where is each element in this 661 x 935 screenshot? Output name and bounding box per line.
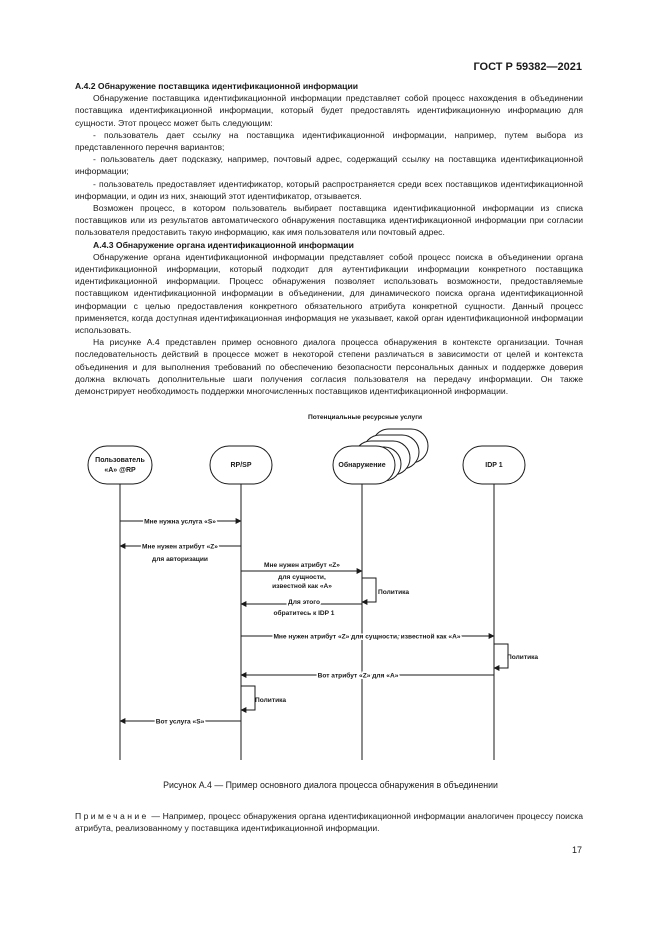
paragraph: Обнаружение органа идентификационной информации представляет собой процесс поиска в объединении органа идентификационной информации, который подходит для аутентификации информации конкретного поставщика идентификационной информации. Процесс обнаружения позволяет использовать возможности, предоставляемые поставщиком идентификационной информации в объединении, для динамического поиска органа идентификационной информации с целью предоставления конкретного обязательного атрибута конкретной сущности. Данный процесс применяется, когда доступная идентификационная информация не указывает, какой орган идентификационной информации использовать.: [75, 251, 583, 336]
section-heading-a42: А.4.2 Обнаружение поставщика идентификационной информации: [75, 81, 359, 91]
message-label: Вот услуга «S»: [155, 718, 205, 726]
note: [75, 810, 583, 835]
message-label: для сущности,: [278, 574, 326, 581]
policy-label: Политика: [378, 589, 410, 596]
message-label: Для этого: [288, 599, 320, 606]
message-label: известной как «А»: [272, 583, 332, 590]
policy-loop: [241, 686, 255, 710]
message-label: для авторизации: [152, 556, 208, 563]
actor-idp-label: IDP 1: [485, 462, 503, 469]
actor-user-label: «А» @RP: [104, 467, 136, 474]
figure-caption: Рисунок А.4 — Пример основного диалога процесса обнаружения в объединении: [163, 780, 498, 790]
policy-label: Политика: [507, 654, 539, 661]
message-label: Мне нужен атрибут «Z»: [264, 562, 340, 569]
paragraph: Обнаружение поставщика идентификационной информации представляет собой процесс нахождения в объединении поставщика идентификационной информации, который будет предоставлять идентификационную информацию для сущности. Этот процесс может быть следующим:: [75, 93, 583, 128]
actor-rpsp-label: RP/SP: [230, 462, 252, 469]
actor-user-box: [88, 446, 152, 484]
message-label: Мне нужен атрибут «Z» для сущности, известной как «А»: [273, 633, 461, 641]
list-item: - пользователь дает подсказку, например, почтовый адрес, содержащий ссылку на поставщика идентификационной информации;: [75, 154, 583, 177]
message-label: Вот атрибут «Z» для «А»: [317, 672, 399, 680]
message-label: обратитесь к IDP 1: [273, 610, 335, 617]
page-number: 17: [571, 845, 582, 855]
actor-discovery-label: Обнаружение: [338, 462, 386, 469]
list-item: - пользователь дает ссылку на поставщика идентификационной информации, например, путем выбора из представленного перечня вариантов;: [75, 129, 583, 153]
note-label: Примечание: [75, 811, 149, 821]
message-label: Мне нужен атрибут «Z»: [142, 543, 218, 551]
policy-loop: [362, 578, 376, 602]
section-heading-a43: А.4.3 Обнаружение органа идентификационной информации: [93, 239, 354, 250]
actor-user-label: Пользователь: [95, 457, 145, 464]
message-label: Мне нужна услуга «S»: [144, 518, 216, 526]
potential-services-label: Потенциальные ресурсные услуги: [307, 414, 423, 421]
policy-loop: [494, 644, 508, 668]
note-text: — Например, процесс обнаружения органа идентификационной информации аналогичен процессу поиска атрибута, реализованному у поставщика идентификационной информации.: [75, 811, 583, 834]
paragraph: Возможен процесс, в котором пользователь выбирает поставщика идентификационной информации из списка поставщиков или из результатов автоматического обнаружения поставщика идентификационной информации при согласии пользователя предоставить такую информацию, как имя пользователя или почтовый адрес.: [75, 203, 583, 238]
list-item: - пользователь предоставляет идентификатор, который распространяется среди всех поставщиков идентификационной информации, и один из них, знающий этот идентификатор, отзывается.: [75, 178, 583, 201]
paragraph: На рисунке А.4 представлен пример основного диалога процесса обнаружения в контексте организации. Точная последовательность действий в процессе может в некоторой степени различаться в зависимости от целей и контекста объединения и для выполнения требований по обеспечению безопасности персональных данных и поддержке доверия должна включать дополнительные шаги получения согласия пользователя на передачу информации. Он также демонстрирует необходимость поддержки многочисленных поставщиков идентификационной информации.: [75, 337, 583, 397]
policy-label: Политика: [255, 697, 287, 704]
document-code: ГОСТ Р 59382—2021: [473, 61, 582, 73]
